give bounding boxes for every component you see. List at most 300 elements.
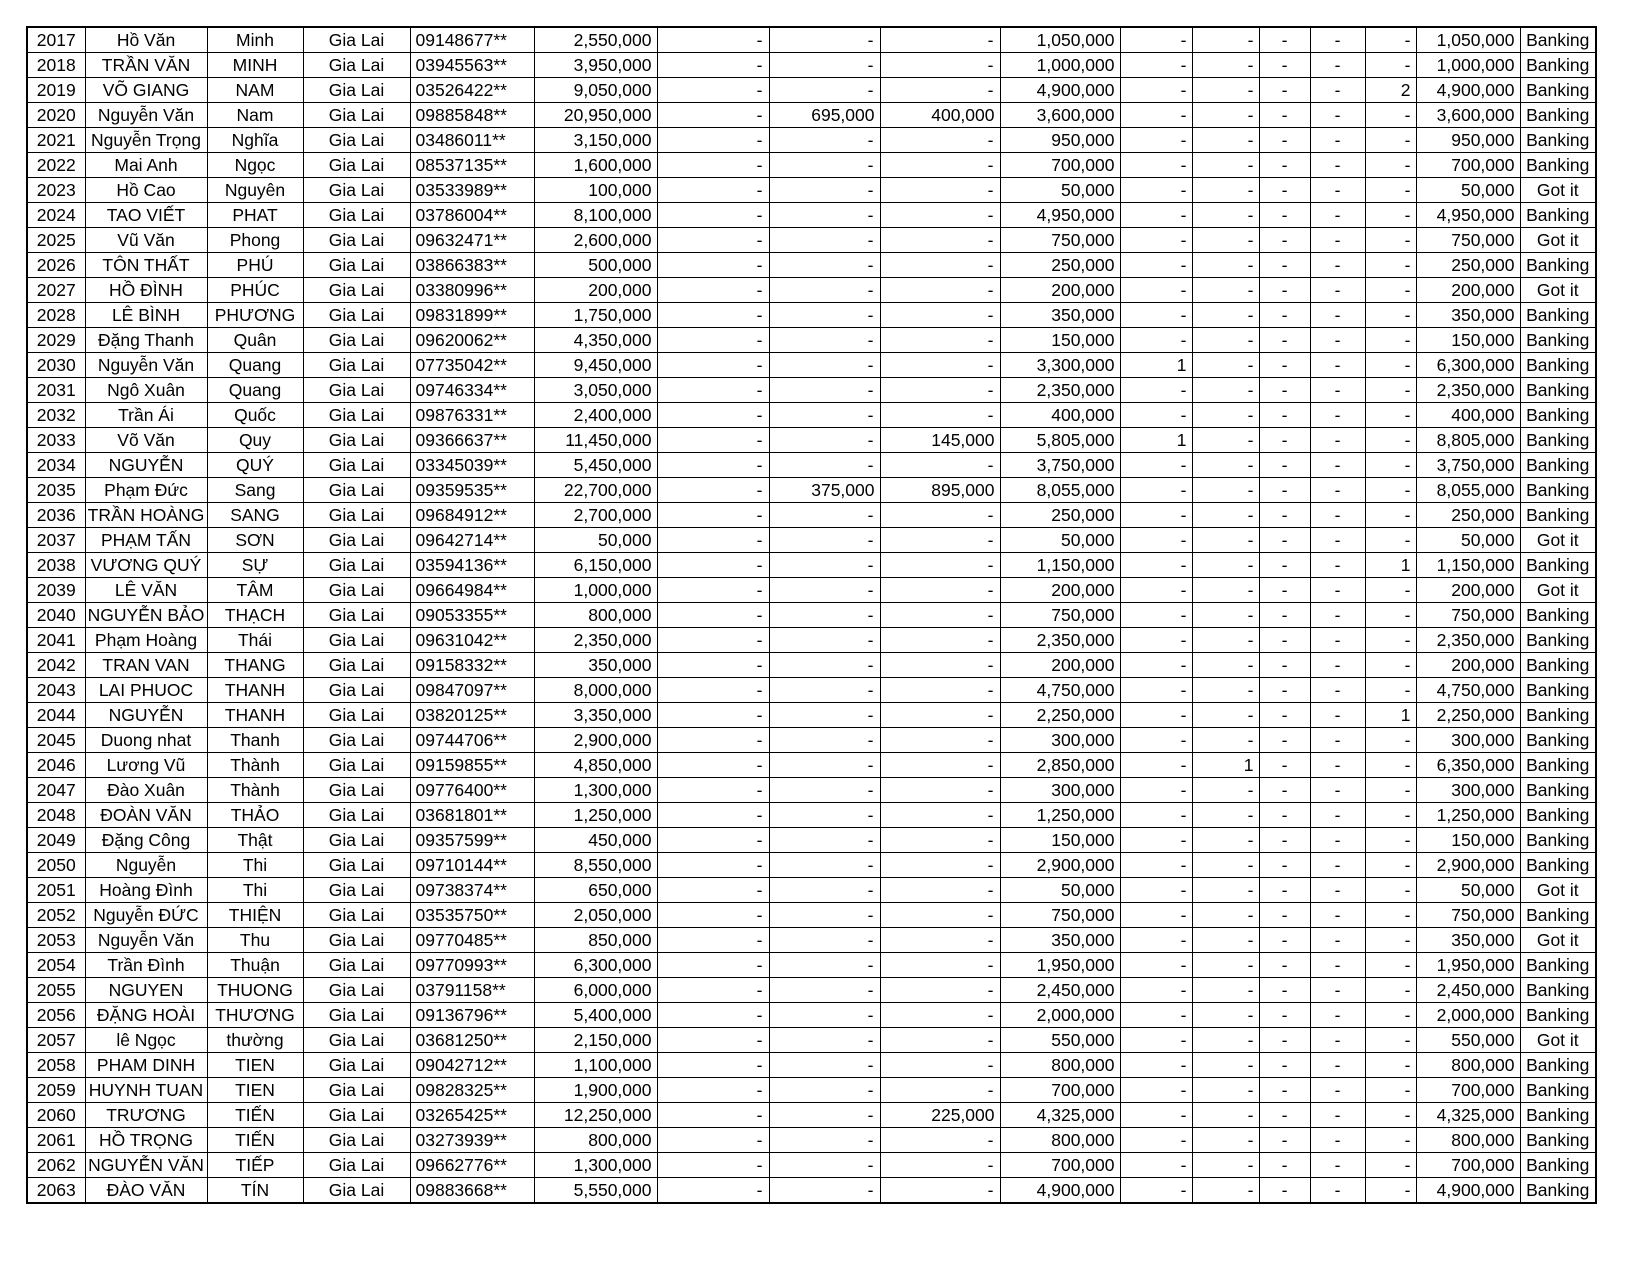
province-cell: Gia Lai: [303, 27, 410, 53]
flag-4-cell: -: [1310, 628, 1365, 653]
row-number-cell: 2020: [27, 103, 85, 128]
amount-total-cell: 4,850,000: [534, 753, 657, 778]
flag-5-cell: -: [1365, 928, 1416, 953]
amount-final-cell: 50,000: [1416, 178, 1520, 203]
amount-paid-cell: 350,000: [1000, 303, 1120, 328]
family-name-cell: Duong nhat: [85, 728, 207, 753]
payment-method-cell: Banking: [1520, 1128, 1596, 1153]
amount-col-a-cell: -: [657, 1028, 769, 1053]
province-cell: Gia Lai: [303, 653, 410, 678]
amount-total-cell: 450,000: [534, 828, 657, 853]
given-name-cell: Thật: [207, 828, 303, 853]
flag-5-cell: -: [1365, 253, 1416, 278]
payment-method-cell: Banking: [1520, 953, 1596, 978]
flag-3-cell: -: [1259, 578, 1310, 603]
amount-col-b-cell: -: [769, 1003, 880, 1028]
given-name-cell: SƠN: [207, 528, 303, 553]
given-name-cell: THIỆN: [207, 903, 303, 928]
amount-paid-cell: 5,805,000: [1000, 428, 1120, 453]
payment-method-cell: Banking: [1520, 128, 1596, 153]
flag-1-cell: -: [1120, 1153, 1192, 1178]
amount-paid-cell: 2,450,000: [1000, 978, 1120, 1003]
amount-col-c-cell: 145,000: [880, 428, 1000, 453]
amount-paid-cell: 700,000: [1000, 1078, 1120, 1103]
row-number-cell: 2059: [27, 1078, 85, 1103]
amount-col-a-cell: -: [657, 128, 769, 153]
amount-paid-cell: 8,055,000: [1000, 478, 1120, 503]
amount-col-c-cell: 400,000: [880, 103, 1000, 128]
flag-1-cell: -: [1120, 1003, 1192, 1028]
amount-total-cell: 1,900,000: [534, 1078, 657, 1103]
flag-4-cell: -: [1310, 928, 1365, 953]
flag-4-cell: -: [1310, 178, 1365, 203]
amount-total-cell: 200,000: [534, 278, 657, 303]
amount-total-cell: 800,000: [534, 603, 657, 628]
row-number-cell: 2031: [27, 378, 85, 403]
phone-cell: 03945563**: [410, 53, 534, 78]
given-name-cell: SỰ: [207, 553, 303, 578]
amount-col-b-cell: -: [769, 703, 880, 728]
family-name-cell: Đào Xuân: [85, 778, 207, 803]
amount-col-b-cell: 695,000: [769, 103, 880, 128]
row-number-cell: 2029: [27, 328, 85, 353]
flag-2-cell: -: [1192, 1028, 1259, 1053]
given-name-cell: THANH: [207, 678, 303, 703]
amount-col-c-cell: -: [880, 328, 1000, 353]
amount-col-a-cell: -: [657, 278, 769, 303]
amount-col-c-cell: -: [880, 828, 1000, 853]
amount-col-a-cell: -: [657, 378, 769, 403]
flag-3-cell: -: [1259, 378, 1310, 403]
flag-3-cell: -: [1259, 428, 1310, 453]
province-cell: Gia Lai: [303, 928, 410, 953]
payment-method-cell: Banking: [1520, 853, 1596, 878]
family-name-cell: Mai Anh: [85, 153, 207, 178]
flag-1-cell: -: [1120, 678, 1192, 703]
flag-4-cell: -: [1310, 328, 1365, 353]
given-name-cell: QUÝ: [207, 453, 303, 478]
phone-cell: 07735042**: [410, 353, 534, 378]
amount-paid-cell: 400,000: [1000, 403, 1120, 428]
payment-method-cell: Banking: [1520, 1153, 1596, 1178]
flag-5-cell: -: [1365, 753, 1416, 778]
given-name-cell: Phong: [207, 228, 303, 253]
flag-1-cell: -: [1120, 403, 1192, 428]
phone-cell: 03526422**: [410, 78, 534, 103]
flag-1-cell: -: [1120, 628, 1192, 653]
phone-cell: 09642714**: [410, 528, 534, 553]
flag-5-cell: -: [1365, 278, 1416, 303]
province-cell: Gia Lai: [303, 378, 410, 403]
province-cell: Gia Lai: [303, 428, 410, 453]
phone-cell: 09883668**: [410, 1178, 534, 1204]
phone-cell: 08537135**: [410, 153, 534, 178]
payment-method-cell: Banking: [1520, 353, 1596, 378]
flag-5-cell: -: [1365, 1003, 1416, 1028]
flag-5-cell: 2: [1365, 78, 1416, 103]
amount-total-cell: 850,000: [534, 928, 657, 953]
row-number-cell: 2049: [27, 828, 85, 853]
flag-3-cell: -: [1259, 1028, 1310, 1053]
flag-1-cell: -: [1120, 928, 1192, 953]
amount-col-c-cell: -: [880, 253, 1000, 278]
given-name-cell: TIEN: [207, 1053, 303, 1078]
flag-5-cell: -: [1365, 128, 1416, 153]
flag-1-cell: -: [1120, 803, 1192, 828]
amount-total-cell: 3,150,000: [534, 128, 657, 153]
amount-col-a-cell: -: [657, 728, 769, 753]
family-name-cell: PHAM DINH: [85, 1053, 207, 1078]
flag-2-cell: -: [1192, 703, 1259, 728]
payment-method-cell: Banking: [1520, 153, 1596, 178]
row-number-cell: 2028: [27, 303, 85, 328]
family-name-cell: TRẦN HOÀNG: [85, 503, 207, 528]
flag-5-cell: -: [1365, 428, 1416, 453]
flag-3-cell: -: [1259, 328, 1310, 353]
flag-5-cell: -: [1365, 53, 1416, 78]
table-row: [27, 478, 1596, 503]
row-number-cell: 2019: [27, 78, 85, 103]
flag-5-cell: -: [1365, 878, 1416, 903]
payment-method-cell: Banking: [1520, 328, 1596, 353]
flag-2-cell: -: [1192, 653, 1259, 678]
row-number-cell: 2054: [27, 953, 85, 978]
flag-3-cell: -: [1259, 728, 1310, 753]
amount-total-cell: 1,300,000: [534, 1153, 657, 1178]
flag-1-cell: -: [1120, 178, 1192, 203]
flag-5-cell: -: [1365, 1028, 1416, 1053]
flag-1-cell: -: [1120, 328, 1192, 353]
table-row: [27, 328, 1596, 353]
amount-col-b-cell: -: [769, 853, 880, 878]
phone-cell: 09620062**: [410, 328, 534, 353]
amount-col-c-cell: -: [880, 1003, 1000, 1028]
flag-1-cell: -: [1120, 453, 1192, 478]
amount-col-b-cell: -: [769, 728, 880, 753]
amount-col-c-cell: -: [880, 128, 1000, 153]
amount-final-cell: 2,350,000: [1416, 378, 1520, 403]
flag-3-cell: -: [1259, 303, 1310, 328]
table-row: [27, 278, 1596, 303]
amount-col-c-cell: -: [880, 653, 1000, 678]
flag-1-cell: -: [1120, 1028, 1192, 1053]
payment-method-cell: Banking: [1520, 253, 1596, 278]
amount-paid-cell: 300,000: [1000, 778, 1120, 803]
amount-paid-cell: 3,750,000: [1000, 453, 1120, 478]
flag-1-cell: -: [1120, 503, 1192, 528]
amount-col-a-cell: -: [657, 828, 769, 853]
phone-cell: 09053355**: [410, 603, 534, 628]
phone-cell: 03786004**: [410, 203, 534, 228]
family-name-cell: TRẦN VĂN: [85, 53, 207, 78]
province-cell: Gia Lai: [303, 353, 410, 378]
flag-3-cell: -: [1259, 603, 1310, 628]
family-name-cell: TRAN VAN: [85, 653, 207, 678]
given-name-cell: TIẾN: [207, 1103, 303, 1128]
amount-col-a-cell: -: [657, 53, 769, 78]
payment-method-cell: Got it: [1520, 178, 1596, 203]
row-number-cell: 2055: [27, 978, 85, 1003]
flag-4-cell: -: [1310, 1103, 1365, 1128]
amount-paid-cell: 4,750,000: [1000, 678, 1120, 703]
flag-4-cell: -: [1310, 103, 1365, 128]
table-row: [27, 853, 1596, 878]
flag-2-cell: -: [1192, 428, 1259, 453]
amount-final-cell: 250,000: [1416, 253, 1520, 278]
amount-col-c-cell: -: [880, 228, 1000, 253]
flag-1-cell: -: [1120, 603, 1192, 628]
flag-2-cell: -: [1192, 278, 1259, 303]
amount-col-a-cell: -: [657, 578, 769, 603]
flag-3-cell: -: [1259, 1153, 1310, 1178]
province-cell: Gia Lai: [303, 1178, 410, 1204]
amount-total-cell: 20,950,000: [534, 103, 657, 128]
amount-paid-cell: 4,950,000: [1000, 203, 1120, 228]
flag-4-cell: -: [1310, 953, 1365, 978]
payment-method-cell: Banking: [1520, 503, 1596, 528]
flag-1-cell: -: [1120, 153, 1192, 178]
amount-paid-cell: 700,000: [1000, 153, 1120, 178]
flag-1-cell: -: [1120, 703, 1192, 728]
amount-col-b-cell: -: [769, 428, 880, 453]
amount-col-a-cell: -: [657, 528, 769, 553]
amount-paid-cell: 1,250,000: [1000, 803, 1120, 828]
family-name-cell: Vũ Văn: [85, 228, 207, 253]
flag-3-cell: -: [1259, 453, 1310, 478]
amount-col-a-cell: -: [657, 403, 769, 428]
flag-5-cell: -: [1365, 628, 1416, 653]
flag-5-cell: -: [1365, 403, 1416, 428]
amount-col-a-cell: -: [657, 428, 769, 453]
amount-total-cell: 800,000: [534, 1128, 657, 1153]
flag-1-cell: -: [1120, 753, 1192, 778]
amount-col-b-cell: -: [769, 603, 880, 628]
province-cell: Gia Lai: [303, 1128, 410, 1153]
province-cell: Gia Lai: [303, 1153, 410, 1178]
given-name-cell: Minh: [207, 27, 303, 53]
given-name-cell: PHÚ: [207, 253, 303, 278]
amount-col-a-cell: -: [657, 703, 769, 728]
row-number-cell: 2023: [27, 178, 85, 203]
amount-col-b-cell: -: [769, 453, 880, 478]
amount-col-a-cell: -: [657, 1103, 769, 1128]
amount-paid-cell: 150,000: [1000, 328, 1120, 353]
flag-4-cell: -: [1310, 653, 1365, 678]
flag-4-cell: -: [1310, 478, 1365, 503]
amount-col-c-cell: -: [880, 678, 1000, 703]
flag-5-cell: -: [1365, 203, 1416, 228]
amount-paid-cell: 2,000,000: [1000, 1003, 1120, 1028]
given-name-cell: Thuận: [207, 953, 303, 978]
flag-3-cell: -: [1259, 203, 1310, 228]
amount-paid-cell: 700,000: [1000, 1153, 1120, 1178]
flag-2-cell: -: [1192, 303, 1259, 328]
amount-col-a-cell: -: [657, 353, 769, 378]
amount-col-c-cell: -: [880, 278, 1000, 303]
row-number-cell: 2060: [27, 1103, 85, 1128]
amount-paid-cell: 750,000: [1000, 603, 1120, 628]
amount-final-cell: 6,300,000: [1416, 353, 1520, 378]
table-row: [27, 78, 1596, 103]
province-cell: Gia Lai: [303, 603, 410, 628]
amount-col-a-cell: -: [657, 853, 769, 878]
flag-4-cell: -: [1310, 1153, 1365, 1178]
province-cell: Gia Lai: [303, 628, 410, 653]
flag-1-cell: -: [1120, 378, 1192, 403]
flag-1-cell: 1: [1120, 428, 1192, 453]
amount-col-a-cell: -: [657, 1003, 769, 1028]
province-cell: Gia Lai: [303, 278, 410, 303]
flag-2-cell: -: [1192, 578, 1259, 603]
flag-2-cell: -: [1192, 1053, 1259, 1078]
flag-5-cell: -: [1365, 578, 1416, 603]
family-name-cell: HUYNH TUAN: [85, 1078, 207, 1103]
flag-3-cell: -: [1259, 103, 1310, 128]
payout-table: [26, 26, 1597, 1204]
phone-cell: 03681801**: [410, 803, 534, 828]
family-name-cell: TRƯƠNG: [85, 1103, 207, 1128]
flag-2-cell: -: [1192, 553, 1259, 578]
province-cell: Gia Lai: [303, 78, 410, 103]
given-name-cell: Thi: [207, 878, 303, 903]
family-name-cell: Hoàng Đình: [85, 878, 207, 903]
flag-5-cell: -: [1365, 1128, 1416, 1153]
payment-method-cell: Banking: [1520, 453, 1596, 478]
family-name-cell: ĐÀO VĂN: [85, 1178, 207, 1204]
amount-paid-cell: 800,000: [1000, 1053, 1120, 1078]
amount-col-c-cell: -: [880, 803, 1000, 828]
flag-5-cell: -: [1365, 1078, 1416, 1103]
payment-method-cell: Banking: [1520, 27, 1596, 53]
flag-5-cell: -: [1365, 978, 1416, 1003]
row-number-cell: 2047: [27, 778, 85, 803]
family-name-cell: LAI PHUOC: [85, 678, 207, 703]
flag-1-cell: -: [1120, 128, 1192, 153]
phone-cell: 03594136**: [410, 553, 534, 578]
given-name-cell: Nam: [207, 103, 303, 128]
table-row: [27, 628, 1596, 653]
payment-method-cell: Banking: [1520, 303, 1596, 328]
given-name-cell: THANG: [207, 653, 303, 678]
amount-col-c-cell: -: [880, 878, 1000, 903]
flag-3-cell: -: [1259, 1178, 1310, 1204]
province-cell: Gia Lai: [303, 728, 410, 753]
amount-col-c-cell: -: [880, 503, 1000, 528]
amount-paid-cell: 200,000: [1000, 653, 1120, 678]
flag-5-cell: -: [1365, 803, 1416, 828]
table-row: [27, 653, 1596, 678]
amount-col-b-cell: -: [769, 678, 880, 703]
row-number-cell: 2026: [27, 253, 85, 278]
flag-1-cell: -: [1120, 27, 1192, 53]
table-row: [27, 303, 1596, 328]
amount-final-cell: 2,450,000: [1416, 978, 1520, 1003]
family-name-cell: HỒ ĐÌNH: [85, 278, 207, 303]
table-row: [27, 778, 1596, 803]
amount-paid-cell: 200,000: [1000, 578, 1120, 603]
flag-2-cell: -: [1192, 678, 1259, 703]
given-name-cell: THANH: [207, 703, 303, 728]
flag-4-cell: -: [1310, 128, 1365, 153]
amount-col-c-cell: -: [880, 378, 1000, 403]
amount-total-cell: 100,000: [534, 178, 657, 203]
amount-col-b-cell: -: [769, 803, 880, 828]
phone-cell: 09159855**: [410, 753, 534, 778]
phone-cell: 03820125**: [410, 703, 534, 728]
amount-paid-cell: 2,250,000: [1000, 703, 1120, 728]
amount-final-cell: 400,000: [1416, 403, 1520, 428]
amount-col-a-cell: -: [657, 803, 769, 828]
amount-col-c-cell: -: [880, 603, 1000, 628]
table-row: [27, 978, 1596, 1003]
amount-final-cell: 4,750,000: [1416, 678, 1520, 703]
amount-final-cell: 1,150,000: [1416, 553, 1520, 578]
given-name-cell: Quốc: [207, 403, 303, 428]
amount-total-cell: 1,600,000: [534, 153, 657, 178]
amount-col-a-cell: -: [657, 1128, 769, 1153]
payment-method-cell: Banking: [1520, 1053, 1596, 1078]
family-name-cell: TÔN THẤT: [85, 253, 207, 278]
province-cell: Gia Lai: [303, 153, 410, 178]
amount-col-c-cell: 895,000: [880, 478, 1000, 503]
amount-col-a-cell: -: [657, 503, 769, 528]
flag-5-cell: -: [1365, 228, 1416, 253]
flag-4-cell: -: [1310, 153, 1365, 178]
amount-final-cell: 1,000,000: [1416, 53, 1520, 78]
row-number-cell: 2033: [27, 428, 85, 453]
flag-3-cell: -: [1259, 828, 1310, 853]
amount-col-b-cell: -: [769, 1153, 880, 1178]
table-row: [27, 453, 1596, 478]
flag-1-cell: -: [1120, 253, 1192, 278]
flag-2-cell: -: [1192, 628, 1259, 653]
amount-final-cell: 4,900,000: [1416, 1178, 1520, 1204]
phone-cell: 09746334**: [410, 378, 534, 403]
amount-col-b-cell: -: [769, 1028, 880, 1053]
table-row: [27, 153, 1596, 178]
row-number-cell: 2022: [27, 153, 85, 178]
payment-method-cell: Got it: [1520, 528, 1596, 553]
amount-col-b-cell: -: [769, 828, 880, 853]
amount-final-cell: 700,000: [1416, 1153, 1520, 1178]
row-number-cell: 2048: [27, 803, 85, 828]
table-row: [27, 53, 1596, 78]
flag-4-cell: -: [1310, 1078, 1365, 1103]
amount-final-cell: 300,000: [1416, 728, 1520, 753]
flag-4-cell: -: [1310, 453, 1365, 478]
table-row: [27, 203, 1596, 228]
flag-1-cell: -: [1120, 78, 1192, 103]
table-row: [27, 428, 1596, 453]
row-number-cell: 2025: [27, 228, 85, 253]
amount-final-cell: 6,350,000: [1416, 753, 1520, 778]
province-cell: Gia Lai: [303, 453, 410, 478]
flag-4-cell: -: [1310, 203, 1365, 228]
flag-5-cell: -: [1365, 328, 1416, 353]
payment-method-cell: Banking: [1520, 653, 1596, 678]
amount-paid-cell: 750,000: [1000, 903, 1120, 928]
flag-4-cell: -: [1310, 278, 1365, 303]
amount-paid-cell: 1,050,000: [1000, 27, 1120, 53]
amount-col-c-cell: -: [880, 353, 1000, 378]
table-row: [27, 828, 1596, 853]
province-cell: Gia Lai: [303, 1003, 410, 1028]
amount-col-b-cell: -: [769, 203, 880, 228]
row-number-cell: 2045: [27, 728, 85, 753]
phone-cell: 03791158**: [410, 978, 534, 1003]
amount-col-c-cell: -: [880, 1153, 1000, 1178]
phone-cell: 09885848**: [410, 103, 534, 128]
